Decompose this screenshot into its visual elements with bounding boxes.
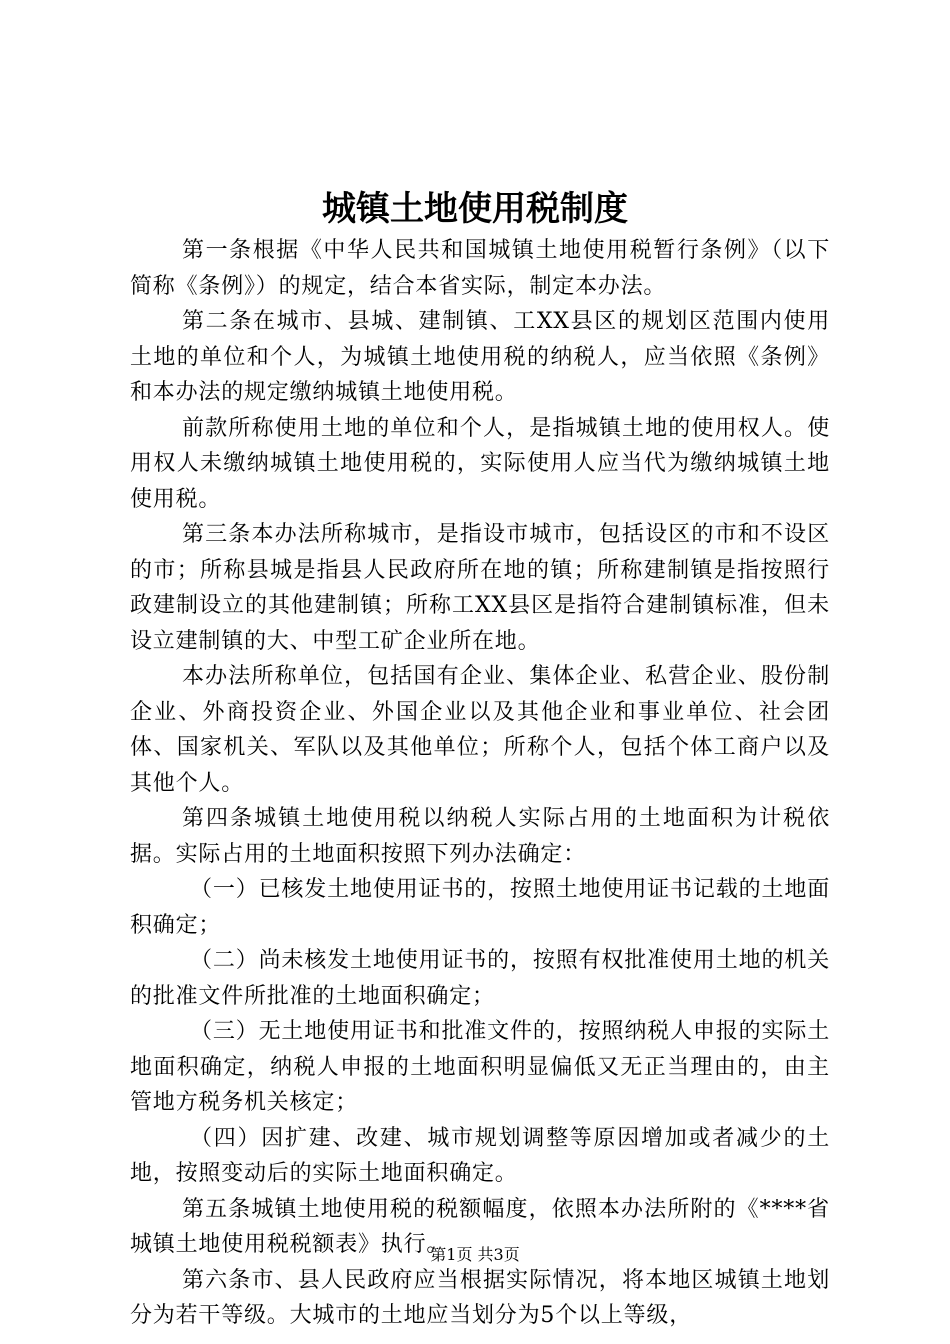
- paragraph-article-3: 第三条本办法所称城市，是指设市城市，包括设区的市和不设区的市；所称县城是指县人民政府所在地的镇；所称建制镇是指按照行政建制设立的其他建制镇；所称工XX县区是指符合建制镇标准，但未设立建制镇的大、中型工矿企业所在地。: [130, 522, 830, 654]
- paragraph-article-5: 第五条城镇土地使用税的税额幅度，依照本办法所附的《****省城镇土地使用税税额表》执行。: [130, 1196, 830, 1257]
- paragraph-article-1: 第一条根据《中华人民共和国城镇土地使用税暂行条例》（以下简称《条例》）的规定，结合本省实际，制定本办法。: [130, 238, 830, 299]
- paragraph-article-6: 第六条市、县人民政府应当根据实际情况，将本地区城镇土地划分为若干等级。大城市的土地应当划分为5个以上等级，: [130, 1267, 830, 1328]
- page-number-footer: 第1页 共3页: [430, 1245, 520, 1264]
- paragraph-article-3-units: 本办法所称单位，包括国有企业、集体企业、私营企业、股份制企业、外商投资企业、外国企业以及其他企业和事业单位、社会团体、国家机关、军队以及其他单位；所称个人，包括个体工商户以及其他个人。: [130, 664, 830, 796]
- paragraph-article-4-item-2: （二）尚未核发土地使用证书的，按照有权批准使用土地的机关的批准文件所批准的土地面积确定；: [130, 948, 830, 1009]
- paragraph-article-2: 第二条在城市、县城、建制镇、工XX县区的规划区范围内使用土地的单位和个人，为城镇土地使用税的纳税人，应当依照《条例》和本办法的规定缴纳城镇土地使用税。: [130, 309, 830, 405]
- document-body: [130, 233, 830, 1334]
- paragraph-article-4-item-4: （四）因扩建、改建、城市规划调整等原因增加或者减少的土地，按照变动后的实际土地面积确定。: [130, 1125, 830, 1186]
- paragraph-article-4: 第四条城镇土地使用税以纳税人实际占用的土地面积为计税依据。实际占用的土地面积按照下列办法确定：: [130, 806, 830, 867]
- paragraph-article-2-note: 前款所称使用土地的单位和个人，是指城镇土地的使用权人。使用权人未缴纳城镇土地使用税的，实际使用人应当代为缴纳城镇土地使用税。: [130, 415, 830, 512]
- paragraph-article-4-item-3: （三）无土地使用证书和批准文件的，按照纳税人申报的实际土地面积确定，纳税人申报的土地面积明显偏低又无正当理由的，由主管地方税务机关核定；: [130, 1019, 830, 1115]
- document-title: 城镇土地使用税制度: [322, 189, 628, 229]
- paragraph-article-4-item-1: （一）已核发土地使用证书的，按照土地使用证书记载的土地面积确定；: [130, 877, 830, 938]
